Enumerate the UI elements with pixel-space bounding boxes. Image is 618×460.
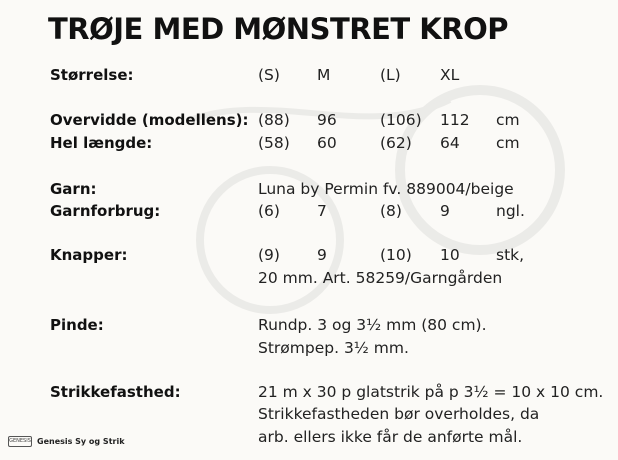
- buttons-value: (9): [258, 246, 280, 264]
- length-value: 60: [317, 134, 337, 152]
- gauge-line: arb. ellers ikke får de anførte mål.: [258, 428, 523, 446]
- size-value: (L): [380, 66, 401, 84]
- brand-name: Genesis Sy og Strik: [37, 436, 125, 446]
- needles-label: Pinde:: [50, 316, 104, 334]
- length-value: (62): [380, 134, 412, 152]
- gauge-line: 21 m x 30 p glatstrik på p 3½ = 10 x 10 cm.: [258, 383, 604, 401]
- width-value: (106): [380, 111, 422, 129]
- yarn-usage-value: (8): [380, 202, 402, 220]
- gauge-line: Strikkefastheden bør overholdes, da: [258, 405, 540, 423]
- length-value: 64: [440, 134, 460, 152]
- buttons-value: (10): [380, 246, 412, 264]
- yarn-usage-value: 9: [440, 202, 450, 220]
- footer-brand: [8, 433, 125, 449]
- size-label: Størrelse:: [50, 66, 134, 84]
- size-value: (S): [258, 66, 280, 84]
- length-unit: cm: [496, 134, 520, 152]
- yarn-value: Luna by Permin fv. 889004/beige: [258, 180, 514, 198]
- buttons-value: 9: [317, 246, 327, 264]
- width-value: (88): [258, 111, 290, 129]
- yarn-usage-unit: ngl.: [496, 202, 525, 220]
- size-value: M: [317, 66, 331, 84]
- yarn-usage-value: 7: [317, 202, 327, 220]
- needles-line: Rundp. 3 og 3½ mm (80 cm).: [258, 316, 487, 334]
- width-unit: cm: [496, 111, 520, 129]
- yarn-usage-label: Garnforbrug:: [50, 202, 161, 220]
- size-value: XL: [440, 66, 460, 84]
- buttons-label: Knapper:: [50, 246, 128, 264]
- yarn-label: Garn:: [50, 180, 97, 198]
- needles-line: Strømpep. 3½ mm.: [258, 339, 409, 357]
- page-title: TRØJE MED MØNSTRET KROP: [48, 12, 508, 46]
- buttons-detail: 20 mm. Art. 58259/Garngården: [258, 269, 503, 287]
- width-value: 96: [317, 111, 337, 129]
- width-value: 112: [440, 111, 470, 129]
- gauge-label: Strikkefasthed:: [50, 383, 181, 401]
- buttons-unit: stk,: [496, 246, 525, 264]
- genesis-logo-icon: GENESIS: [8, 436, 32, 447]
- yarn-usage-value: (6): [258, 202, 280, 220]
- length-value: (58): [258, 134, 290, 152]
- length-label: Hel længde:: [50, 134, 153, 152]
- width-label: Overvidde (modellens):: [50, 111, 249, 129]
- buttons-value: 10: [440, 246, 460, 264]
